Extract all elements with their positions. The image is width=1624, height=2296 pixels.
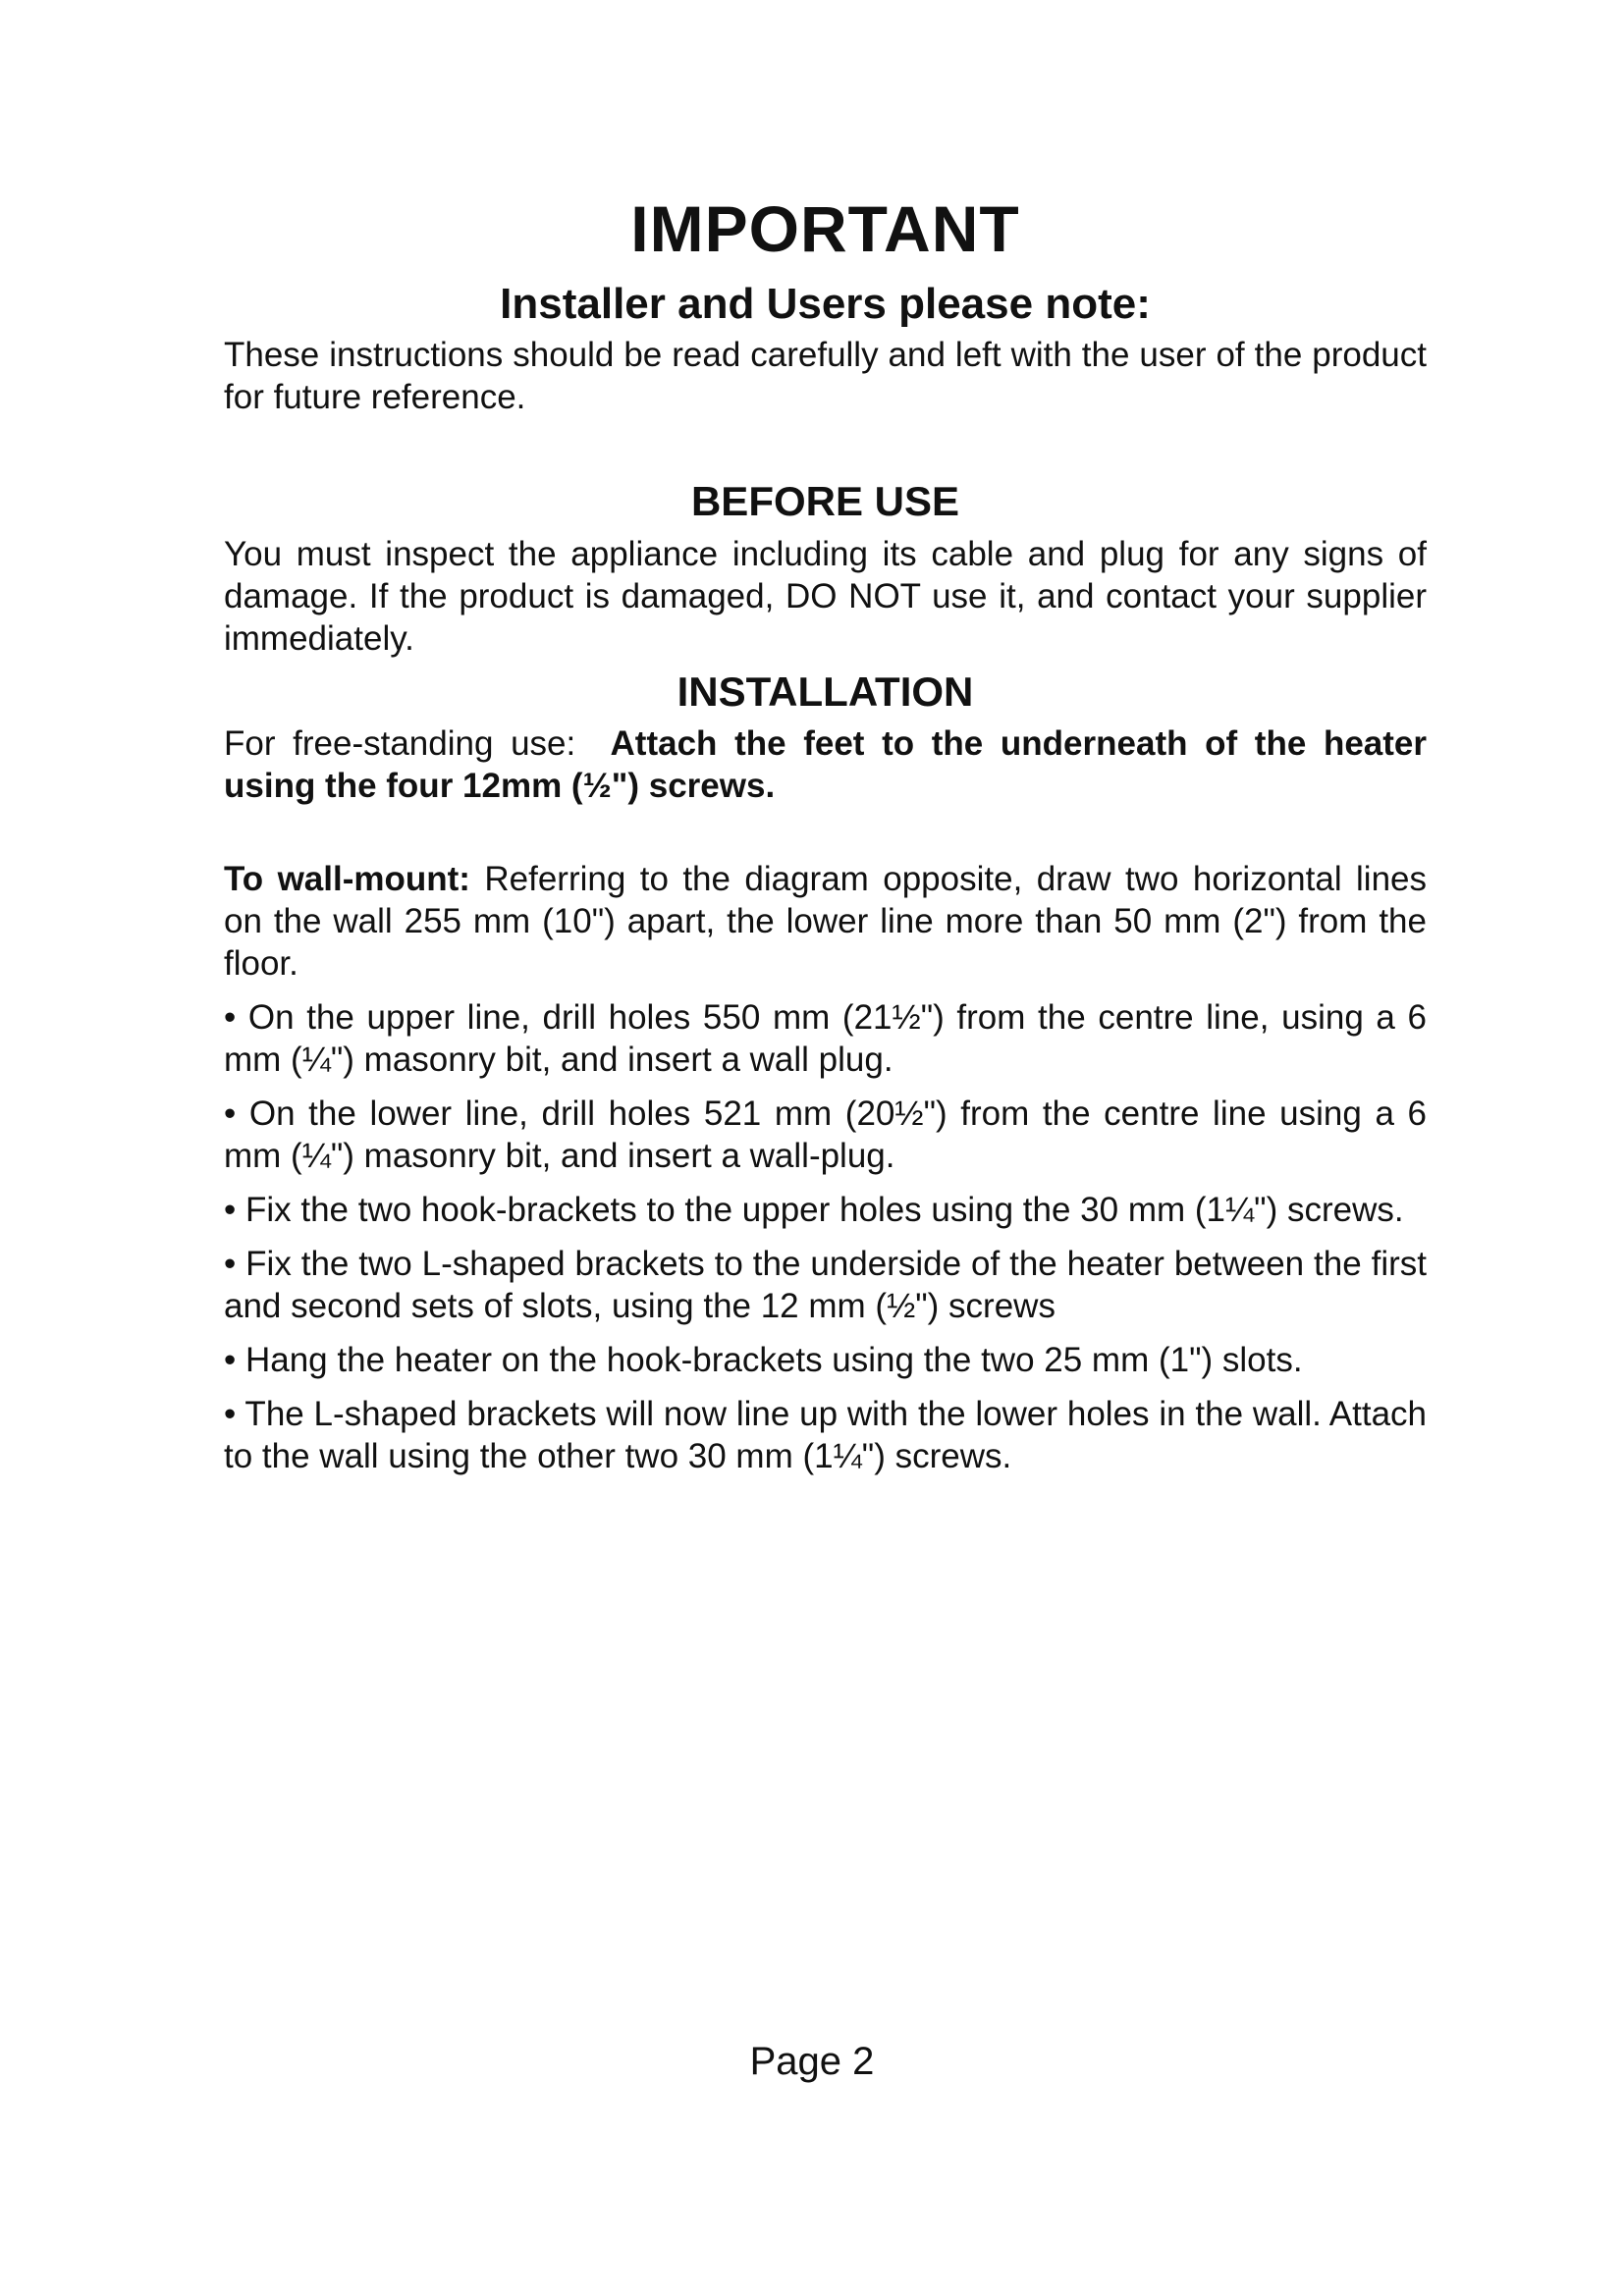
list-item: • Fix the two L-shaped brackets to the underside of the heater between the first and second sets of slots, using the 12 mm (½") screws — [224, 1244, 1427, 1325]
wall-mount-paragraph — [224, 858, 1427, 985]
wall-mount-label: To wall-mount: — [224, 859, 470, 898]
page-number: Page 2 — [749, 2040, 875, 2083]
free-standing-text: Attach the feet to the underneath of the heater using the four 12mm (½") screws. — [224, 723, 1427, 805]
list-item: • The L-shaped brackets will now line up with the lower holes in the wall. Attach to the wall using the other two 30 mm (1¼") screws. — [224, 1394, 1427, 1475]
list-item: • Hang the heater on the hook-brackets using the two 25 mm (1") slots. — [224, 1340, 1303, 1379]
free-standing-label: For free-standing use: — [224, 723, 576, 763]
page-title: IMPORTANT — [630, 192, 1020, 265]
before-use-heading: BEFORE USE — [690, 478, 960, 525]
list-item: • On the lower line, drill holes 521 mm (20½") from the centre line using a 6 mm (¼") masonry bit, and insert a wall-plug. — [224, 1094, 1427, 1175]
list-item: • On the upper line, drill holes 550 mm (21½") from the centre line, using a 6 mm (¼") masonry bit, and insert a wall plug. — [224, 997, 1427, 1079]
free-standing-paragraph — [224, 722, 1427, 807]
before-use-paragraph: You must inspect the appliance including its cable and plug for any signs of damage. If the product is damaged, DO NOT use it, and contact your supplier immediately. — [224, 534, 1427, 658]
document-page — [224, 192, 1427, 1477]
subtitle: Installer and Users please note: — [500, 280, 1151, 328]
intro-paragraph: These instructions should be read carefully and left with the user of the product for future reference. — [224, 336, 1427, 417]
list-item: • Fix the two hook-brackets to the upper holes using the 30 mm (1¼") screws. — [224, 1190, 1404, 1229]
wall-mount-text: Referring to the diagram opposite, draw two horizontal lines on the wall 255 mm (10") apart, the lower line more than 50 mm (2") from the floor. — [224, 859, 1427, 983]
installation-heading: INSTALLATION — [677, 667, 974, 715]
